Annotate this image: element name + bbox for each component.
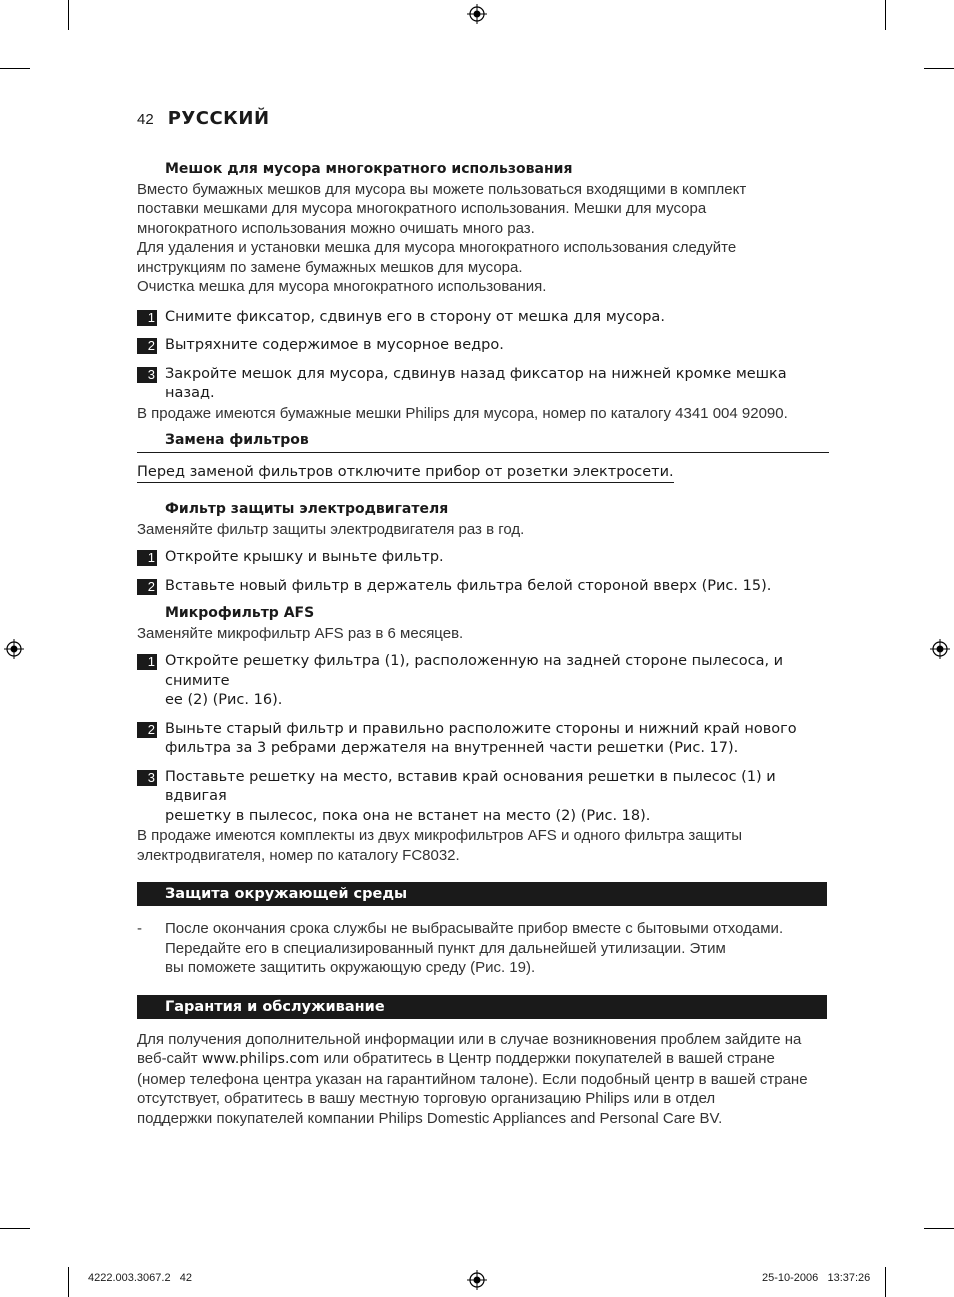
website-link[interactable]: www.philips.com (201, 1051, 320, 1067)
list-item: - После окончания срока службы не выбрасывайте прибор вместе с бытовыми отходами. Передайте его в специализированный пункт для дальнейшей утилизации. Этим вы поможете защитить окружающую среду (Рис. 19). (137, 920, 784, 976)
note: В продаже имеются бумажные мешки Philips для мусора, номер по каталогу 4341 004 92090. (137, 404, 788, 422)
footer-timestamp: 25-10-2006 13:37:26 (762, 1272, 871, 1284)
step (137, 336, 829, 356)
step-text: Откройте решетку фильтра (1), расположенную на задней стороне пылесоса, и снимите ее (2) (Рис. 16). (165, 653, 784, 708)
step-number: 3 (137, 367, 157, 383)
paragraph: Вместо бумажных мешков для мусора вы можете пользоваться входящими в комплект поставки мешками для мусора многократного использования. Мешки для мусора многократного использования можно очишать много раз. Для удаления и установки мешка для мусора многократного использования следуйте инструкциям по замене бумажных мешков для мусора. Очистка мешка для мусора многократного использования. (137, 180, 747, 295)
step-number: 1 (137, 310, 157, 326)
step (137, 308, 829, 328)
section-subtitle: Мешок для мусора многократного использования (165, 161, 573, 177)
crop-mark (885, 0, 886, 30)
section-band-environment: Защита окружающей среды (137, 882, 827, 906)
section-subtitle: Микрофильтр AFS (165, 605, 315, 621)
crop-mark (885, 1267, 886, 1297)
registration-mark-icon (930, 639, 950, 659)
step-text: Снимите фиксатор, сдвинув его в сторону от мешка для мусора. (165, 308, 665, 325)
paragraph: Для получения дополнительной информации или в случае возникновения проблем зайдите на веб-сайт www.philips.com или обратитесь в Центр поддержки покупателей в вашей стране (номер телефона центра указан на гарантийном талоне). Если подобный центр в вашей стране отсутствует, обратитесь в вашу местную торговую организацию Philips или в отдел поддержки покупателей компании Philips Domestic Appliances and Personal Care BV. (137, 1030, 808, 1127)
step-number: 2 (137, 579, 157, 595)
step-number: 3 (137, 770, 157, 786)
crop-mark (68, 1267, 69, 1297)
registration-mark-icon (4, 639, 24, 659)
language-title: РУССКИЙ (167, 108, 270, 129)
crop-mark (0, 1228, 30, 1229)
crop-mark (924, 1228, 954, 1229)
step (137, 652, 829, 711)
step (137, 720, 829, 759)
step-text: Поставьте решетку на место, вставив край основания решетки в пылесос (1) и вдвигая решетку в пылесос, пока она не встанет на место (2) (Рис. 18). (165, 768, 776, 824)
paragraph: Заменяйте фильтр защиты электродвигателя раз в год. (137, 520, 525, 538)
step (137, 548, 829, 568)
bullet-dash: - (137, 920, 142, 937)
page-content (137, 160, 829, 1128)
warning-text: Перед заменой фильтров отключите прибор от розетки электросети. (137, 463, 674, 484)
step (137, 365, 829, 404)
step-text: Вставьте новый фильтр в держатель фильтра белой стороной вверх (Рис. 15). (165, 577, 772, 594)
registration-mark-icon (467, 1270, 487, 1290)
section-subtitle: Замена фильтров (137, 431, 829, 453)
step (137, 768, 829, 827)
step-number: 1 (137, 654, 157, 670)
crop-mark (924, 68, 954, 69)
footer-code: 4222.003.3067.2 42 (88, 1272, 193, 1284)
step-text: Откройте крышку и выньте фильтр. (165, 549, 444, 565)
paragraph: Заменяйте микрофильтр AFS раз в 6 месяцев. (137, 624, 464, 642)
step-text: Выньте старый фильтр и правильно расположите стороны и нижний край нового фильтра за 3 ребрами держателя на внутренней части решетки (Рис. 17). (165, 720, 797, 756)
step-number: 2 (137, 338, 157, 354)
step (137, 577, 829, 597)
note: В продаже имеются комплекты из двух микрофильтров AFS и одного фильтра защиты электродвигателя, номер по каталогу FC8032. (137, 827, 742, 864)
page-header (137, 108, 270, 129)
registration-mark-icon (467, 4, 487, 24)
crop-mark (68, 0, 69, 30)
step-text: Закройте мешок для мусора, сдвинув назад фиксатор на нижней кромке мешка назад. (165, 365, 787, 401)
section-band-guarantee: Гарантия и обслуживание (137, 995, 827, 1019)
step-number: 1 (137, 550, 157, 566)
step-number: 2 (137, 722, 157, 738)
crop-mark (0, 68, 30, 69)
section-subtitle: Фильтр защиты электродвигателя (165, 501, 449, 517)
step-text: Вытряхните содержимое в мусорное ведро. (165, 337, 504, 353)
page-number: 42 (137, 111, 154, 128)
